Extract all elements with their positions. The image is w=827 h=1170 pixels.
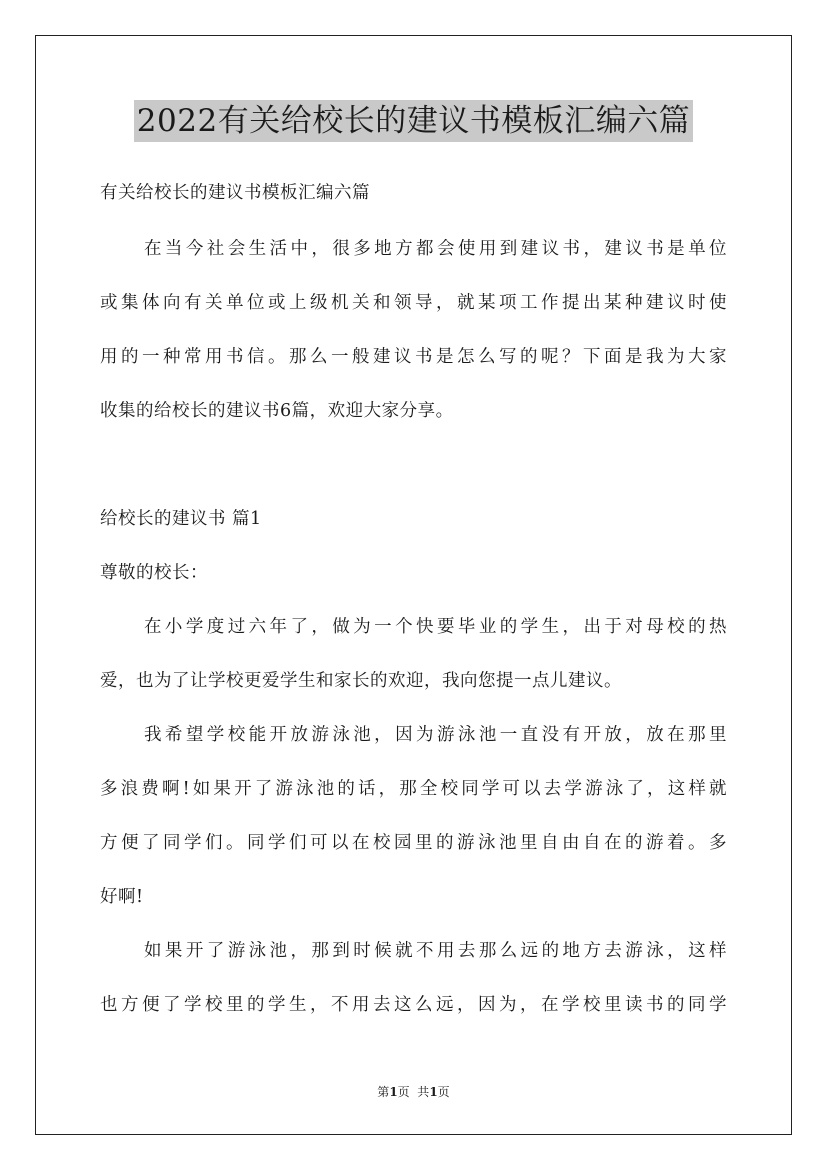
para2-line-4: 好啊! bbox=[100, 887, 144, 907]
intro-line-1: 在当今社会生活中，很多地方都会使用到建议书，建议书是单位 bbox=[144, 239, 727, 259]
section-heading: 给校长的建议书 篇1 bbox=[100, 509, 262, 529]
footer-page-total: 1 bbox=[429, 1085, 438, 1099]
footer-suffix: 页 bbox=[437, 1085, 450, 1099]
intro-line-4: 收集的给校长的建议书6篇，欢迎大家分享。 bbox=[100, 401, 454, 421]
title-container bbox=[0, 100, 827, 142]
footer-page-current: 1 bbox=[389, 1085, 398, 1099]
para2-line-1: 我希望学校能开放游泳池，因为游泳池一直没有开放，放在那里 bbox=[144, 725, 727, 745]
para1-line-2: 爱，也为了让学校更爱学生和家长的欢迎，我向您提一点儿建议。 bbox=[100, 671, 622, 691]
para1-line-1: 在小学度过六年了，做为一个快要毕业的学生，出于对母校的热 bbox=[144, 617, 727, 637]
document-title: 2022有关给校长的建议书模板汇编六篇 bbox=[134, 100, 693, 142]
footer-mid: 页 共 bbox=[397, 1085, 430, 1099]
para2-line-2: 多浪费啊!如果开了游泳池的话，那全校同学可以去学游泳了，这样就 bbox=[100, 779, 727, 799]
para2-line-3: 方便了同学们。同学们可以在校园里的游泳池里自由自在的游着。多 bbox=[100, 833, 727, 853]
para3-line-1: 如果开了游泳池，那到时候就不用去那么远的地方去游泳，这样 bbox=[144, 941, 727, 961]
intro-line-2: 或集体向有关单位或上级机关和领导，就某项工作提出某种建议时使 bbox=[100, 293, 727, 313]
footer-prefix: 第 bbox=[377, 1085, 390, 1099]
page-footer bbox=[0, 1084, 827, 1100]
salutation: 尊敬的校长： bbox=[100, 563, 208, 583]
para3-line-2: 也方便了学校里的学生，不用去这么远，因为，在学校里读书的同学 bbox=[100, 995, 727, 1015]
intro-line-3: 用的一种常用书信。那么一般建议书是怎么写的呢？下面是我为大家 bbox=[100, 347, 727, 367]
document-subtitle: 有关给校长的建议书模板汇编六篇 bbox=[100, 183, 370, 203]
